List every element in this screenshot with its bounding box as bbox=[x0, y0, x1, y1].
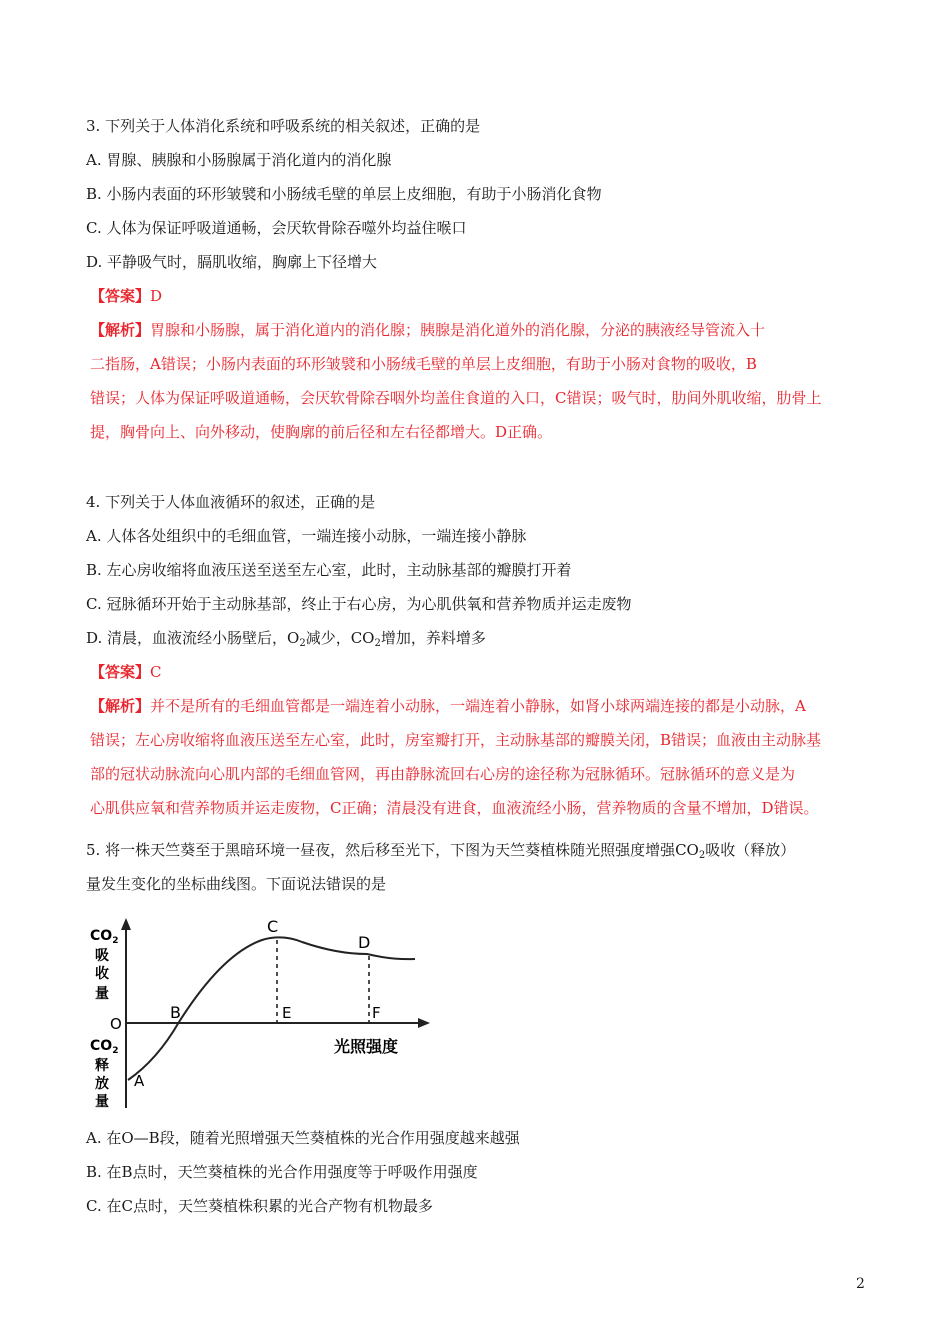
q4-d-suffix: 增加，养料增多 bbox=[380, 629, 486, 647]
q3-option-b: B. 小肠内表面的环形皱襞和小肠绒毛壁的单层上皮细胞，有助于小肠消化食物 bbox=[86, 185, 602, 203]
q3-answer-tag: 【答案】 bbox=[90, 287, 151, 305]
q3-analysis-tag: 【解析】 bbox=[90, 321, 151, 339]
y-axis-arrow bbox=[121, 918, 131, 930]
q4-analysis-line-4: 心肌供应氧和营养物质并运走废物，C正确；清晨没有进食，血液流经小肠，营养物质的含量不增加，D错误。 bbox=[90, 799, 819, 817]
y-bottom-label-char-3: 量 bbox=[95, 1094, 109, 1110]
point-f-label: F bbox=[372, 1004, 381, 1022]
q3-stem: 3. 下列关于人体消化系统和呼吸系统的相关叙述，正确的是 bbox=[86, 117, 481, 135]
q3-answer-value: D bbox=[150, 287, 163, 305]
q5-option-c: C. 在C点时，天竺葵植株积累的光合产物有机物最多 bbox=[86, 1197, 433, 1215]
point-e-label: E bbox=[282, 1004, 292, 1022]
point-c-label: C bbox=[267, 917, 279, 936]
page-number: 2 bbox=[856, 1276, 865, 1292]
q4-option-b: B. 左心房收缩将血液压送至送至左心室，此时，主动脉基部的瓣膜打开着 bbox=[86, 561, 572, 579]
q5-stem-line-1 bbox=[86, 840, 795, 866]
q4-option-a: A. 人体各处组织中的毛细血管，一端连接小动脉，一端连接小静脉 bbox=[86, 527, 527, 545]
q4-analysis-line-2: 错误；左心房收缩将血液压送至左心室，此时，房室瓣打开，主动脉基部的瓣膜关闭，B错误；血液由主动脉基 bbox=[90, 731, 822, 749]
q3-analysis-line-4: 提，胸骨向上、向外移动，使胸廓的前后径和左右径都增大。D正确。 bbox=[90, 423, 553, 441]
q4-option-d bbox=[86, 628, 486, 654]
y-top-label-char-2: 收 bbox=[95, 966, 109, 982]
q4-answer-tag: 【答案】 bbox=[90, 663, 151, 681]
co2-light-curve-graph bbox=[82, 912, 432, 1112]
q4-answer bbox=[90, 662, 162, 682]
x-axis-label: 光照强度 bbox=[334, 1037, 399, 1056]
y-top-label-co2: $CO_2$ bbox=[90, 928, 119, 946]
x-axis-arrow bbox=[418, 1018, 430, 1028]
q3-option-d: D. 平静吸气时，膈肌收缩，胸廓上下径增大 bbox=[86, 253, 378, 271]
q3-option-c: C. 人体为保证呼吸道通畅，会厌软骨除吞噬外均益住喉口 bbox=[86, 219, 467, 237]
point-d-label: D bbox=[358, 933, 371, 952]
y-top-label-char-3: 量 bbox=[95, 986, 109, 1002]
q4-d-mid: 减少，CO bbox=[305, 629, 375, 647]
q3-answer bbox=[90, 286, 162, 306]
q4-d-prefix: D. 清晨，血液流经小肠壁后，O bbox=[86, 629, 300, 647]
q3-analysis-line-2: 二指肠，A错误；小肠内表面的环形皱襞和小肠绒毛壁的单层上皮细胞，有助于小肠对食物的吸收，B bbox=[90, 355, 757, 373]
q5-option-a: A. 在O—B段，随着光照增强天竺葵植株的光合作用强度越来越强 bbox=[86, 1129, 520, 1147]
q4-analysis-line-3: 部的冠状动脉流向心肌内部的毛细血管网，再由静脉流回右心房的途径称为冠脉循环。冠脉循环的意义是为 bbox=[90, 765, 796, 783]
q3-analysis-text-1: 胃腺和小肠腺，属于消化道内的消化腺；胰腺是消化道外的消化腺，分泌的胰液经导管流入十 bbox=[150, 321, 766, 339]
point-b-label: B bbox=[170, 1003, 181, 1022]
y-bottom-label-char-1: 释 bbox=[95, 1058, 109, 1074]
q3-option-a: A. 胃腺、胰腺和小肠腺属于消化道内的消化腺 bbox=[86, 151, 392, 169]
q5-stem-sub: 2 bbox=[698, 850, 706, 861]
q3-analysis-line-1 bbox=[90, 320, 765, 340]
q4-analysis-text-1: 并不是所有的毛细血管都是一端连着小动脉，一端连着小静脉，如肾小球两端连接的都是小动脉，A bbox=[150, 697, 806, 715]
q4-d-sub-1: 2 bbox=[299, 638, 306, 649]
q5-stem-prefix: 5. 将一株天竺葵至于黑暗环境一昼夜，然后移至光下，下图为天竺葵植株随光照强度增强CO bbox=[86, 841, 699, 859]
y-top-label-char-1: 吸 bbox=[95, 948, 109, 964]
q5-stem-line-2: 量发生变化的坐标曲线图。下面说法错误的是 bbox=[86, 875, 387, 893]
q5-option-b: B. 在B点时，天竺葵植株的光合作用强度等于呼吸作用强度 bbox=[86, 1163, 478, 1181]
q5-stem-suffix: 吸收（释放） bbox=[705, 841, 796, 859]
q4-option-c: C. 冠脉循环开始于主动脉基部，终止于右心房，为心肌供氧和营养物质并运走废物 bbox=[86, 595, 632, 613]
y-bottom-label-co2: $CO_2$ bbox=[90, 1038, 119, 1056]
q4-stem: 4. 下列关于人体血液循环的叙述，正确的是 bbox=[86, 493, 376, 511]
q3-analysis-line-3: 错误；人体为保证呼吸道通畅，会厌软骨除吞咽外均盖住食道的入口，C错误；吸气时，肋间外肌收缩，肋骨上 bbox=[90, 389, 822, 407]
q4-answer-value: C bbox=[150, 663, 162, 681]
y-bottom-label-char-2: 放 bbox=[95, 1076, 109, 1092]
point-a-label: A bbox=[134, 1072, 145, 1090]
origin-label: O bbox=[110, 1015, 122, 1033]
q4-analysis-line-1 bbox=[90, 696, 806, 716]
q4-d-sub-2: 2 bbox=[374, 638, 381, 649]
q4-analysis-tag: 【解析】 bbox=[90, 697, 151, 715]
